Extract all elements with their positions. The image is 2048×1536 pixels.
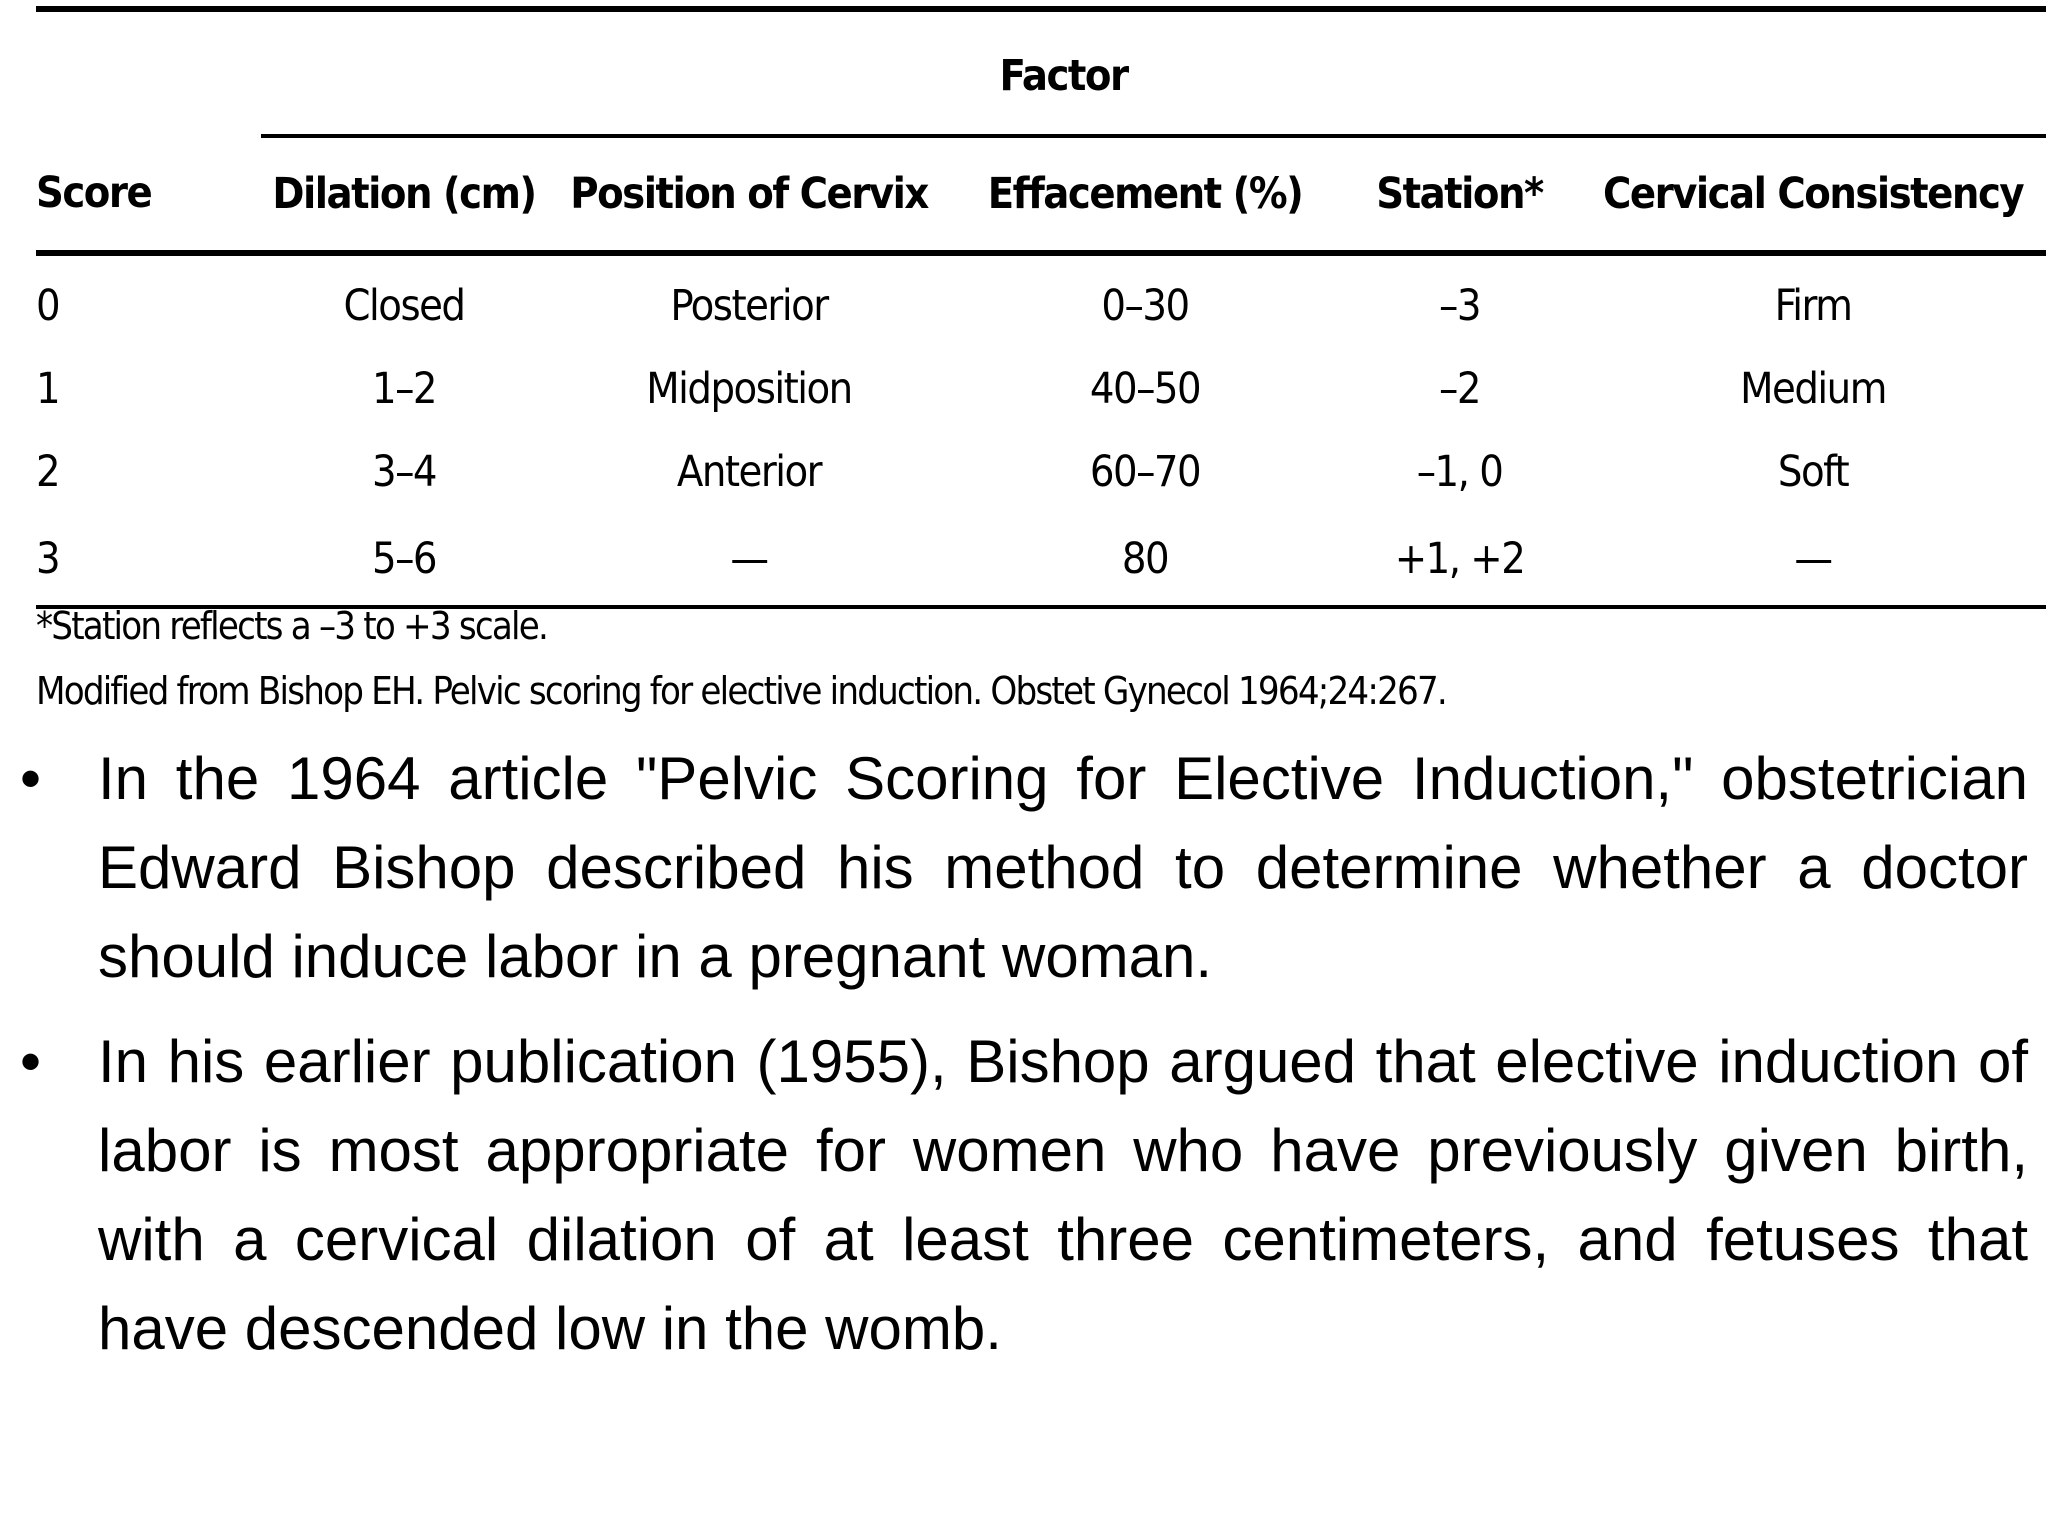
cell-effacement: 40–50 [1089,363,1201,414]
cell-dilation: 5–6 [261,513,547,607]
cell-dilation: 3–4 [371,446,437,497]
column-header-effacement: Effacement (%) [951,136,1339,253]
column-header-score: Score [36,136,261,253]
table-row [36,513,2046,607]
cell-station: –2 [1439,363,1480,414]
cell-consistency: Medium [1740,363,1886,414]
bullet-text: In the 1964 article "Pelvic Scoring for Elective Induction," obstetrician Edward Bishop described his method to determine whether a doctor should induce labor in a pregnant woman. [98,745,2028,990]
cell-score: 2 [36,446,60,497]
column-header-station: Station* [1339,136,1580,253]
table-column-header-row [36,136,2046,253]
cell-dilation: 1–2 [371,363,437,414]
bullet-marker: • [20,745,42,812]
column-header-position: Position of Cervix [547,136,951,253]
table-group-header-row [36,9,2046,136]
bullet-list [20,734,2028,1389]
table-row [36,430,2046,513]
cell-consistency: — [1580,513,2046,607]
cell-station: +1, +2 [1339,513,1580,607]
cell-consistency: Soft [1777,446,1849,497]
cell-station: –3 [1439,280,1480,331]
cell-effacement: 80 [951,513,1339,607]
cell-score: 0 [36,280,60,331]
cell-position: — [547,513,951,607]
cell-consistency: Firm [1774,280,1852,331]
table-row [36,347,2046,430]
cell-position: Anterior [676,446,822,497]
cell-station: –1, 0 [1416,446,1503,497]
cell-position: Midposition [646,363,852,414]
bishop-score-table-container [36,6,2046,609]
cell-score: 1 [36,363,60,414]
cell-score: 3 [36,513,261,607]
cell-dilation: Closed [343,280,465,331]
source-citation: Modified from Bishop EH. Pelvic scoring for elective induction. Obstet Gynecol 1964;24:267. [36,669,1446,713]
bullet-marker: • [20,1028,42,1095]
table-row [36,253,2046,347]
station-footnote: *Station reflects a –3 to +3 scale. [36,604,548,648]
factor-group-header: Factor [261,9,2046,136]
cell-effacement: 0–30 [1101,280,1189,331]
cell-effacement: 60–70 [1089,446,1201,497]
column-header-consistency: Cervical Consistency [1580,136,2046,253]
table-header-spacer [36,9,261,136]
cell-position: Posterior [670,280,828,331]
list-item [20,734,2028,1001]
bullet-text: In his earlier publication (1955), Bishop argued that elective induction of labor is most appropriate for women who have previously given birth, with a cervical dilation of at least three centimeters, and fetuses that have descended low in the womb. [98,1028,2028,1362]
bishop-score-table [36,6,2046,609]
list-item [20,1017,2028,1373]
column-header-dilation: Dilation (cm) [261,136,547,253]
